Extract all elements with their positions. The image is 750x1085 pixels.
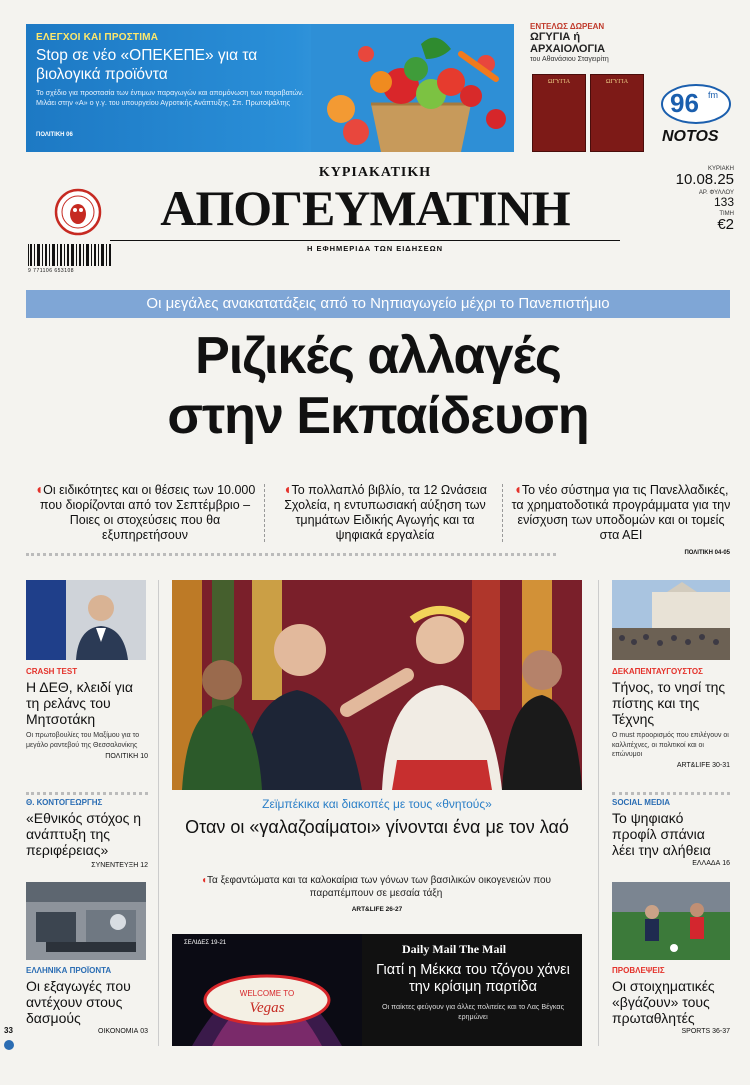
right-story-2[interactable] bbox=[612, 798, 730, 867]
tinos-photo[interactable] bbox=[612, 580, 730, 660]
radio-frequency: 96 bbox=[670, 88, 699, 118]
left-story-kicker: CRASH TEST bbox=[26, 667, 78, 676]
right-story-title: Τήνος, το νησί της πίστης και της Τέχνης bbox=[612, 679, 726, 727]
right-story-section: ART&LIFE bbox=[676, 761, 711, 769]
masthead-tagline: Η ΕΦΗΜΕΡΙΔΑ ΤΩΝ ΕΙΔΗΣΕΩΝ bbox=[306, 244, 444, 253]
dailymail-logo: Daily Mail The Mail bbox=[402, 942, 507, 956]
lead-kicker: Οι μεγάλες ανακατατάξεις από το Νηπιαγωγείο μέχρι το Πανεπιστήμιο bbox=[26, 290, 730, 318]
center-story-title[interactable]: Οταν οι «γαλαζοαίματοι» γίνονται ένα με τον λαό bbox=[185, 817, 569, 837]
lead-bullet[interactable] bbox=[510, 482, 732, 543]
left-story-title: «Εθνικός στόχος η ανάπτυξη της περιφέρειας» bbox=[26, 810, 142, 858]
dailymail-pages: ΣΕΛΙΔΕΣ 19-21 bbox=[184, 940, 227, 946]
page-dot-icon bbox=[4, 1040, 14, 1050]
owl-seal-icon bbox=[54, 188, 102, 236]
left-story-1[interactable] bbox=[26, 667, 148, 760]
bullet-icon: ◖ bbox=[283, 481, 292, 497]
bullet-icon: ◖ bbox=[200, 875, 207, 886]
right-story-page: 16 bbox=[722, 860, 730, 867]
royals-dancing-photo[interactable] bbox=[172, 580, 582, 790]
masthead-rule bbox=[110, 240, 620, 241]
column-divider bbox=[598, 580, 599, 1046]
lead-bullet-text: Το νέο σύστημα για τις Πανελλαδικές, τα χρηματοδοτικά προγράμματα για την ενίσχυση των υποδομών και οι τομείς στα ΑΕΙ bbox=[511, 483, 731, 542]
dailymail-body: Οι παίκτες φεύγουν για άλλες πολιτείες και το Λας Βέγκας ερημώνει bbox=[381, 1002, 565, 1021]
promo-kicker: ΕΛΕΓΧΟΙ ΚΑΙ ΠΡΟΣΤΙΜΑ bbox=[36, 32, 159, 43]
lead-headline[interactable] bbox=[26, 326, 730, 446]
barcode-number: 9 771106 653108 bbox=[28, 268, 75, 274]
left-story-2[interactable] bbox=[26, 798, 148, 869]
center-story-body-text: Τα ξεφαντώματα και τα καλοκαίρια των γόνων των βασιλικών οικογενειών που παραπέμπουν σε μεσαία τάξη bbox=[207, 875, 552, 899]
right-story-kicker: ΠΡΟΒΛΕΨΕΙΣ bbox=[612, 966, 665, 975]
dailymail-title: Γιατί η Μέκκα του τζόγου χάνει την κρίσιμη παρτίδα bbox=[376, 962, 570, 995]
right-story-kicker: ΔΕΚΑΠΕΝΤΑΥΓΟΥΣΤΟΣ bbox=[612, 667, 703, 676]
left-story-title: Η ΔΕΘ, κλειδί για τη ρελάνς του Μητσοτάκη bbox=[26, 679, 133, 727]
right-story-page: 30-31 bbox=[712, 761, 730, 769]
book-cover-1 bbox=[532, 74, 586, 152]
book-cover-title: ΩΓΥΓΙΑ bbox=[605, 79, 629, 85]
right-story-title: Το ψηφιακό προφίλ σπάνια λέει την αλήθεια bbox=[612, 810, 711, 858]
radio-unit: fm bbox=[708, 90, 718, 100]
page-number: 33 bbox=[4, 1026, 13, 1035]
left-story-3[interactable] bbox=[26, 966, 148, 1035]
lead-bullet[interactable] bbox=[34, 482, 256, 543]
right-story-3[interactable] bbox=[612, 966, 730, 1035]
bullet-icon: ◖ bbox=[513, 481, 522, 497]
book-cover-title: ΩΓΥΓΙΑ bbox=[547, 79, 571, 85]
lead-bullet-text: Οι ειδικότητες και οι θέσεις των 10.000 που διορίζονται από τον Σεπτέμβριο – Ποιες οι στοχεύσεις που θα εξυπηρετήσουν bbox=[39, 483, 256, 542]
right-story-title: Οι στοιχηματικές «βγάζουν» τους πρωταθλητές bbox=[612, 978, 715, 1026]
left-story-kicker: ΕΛΛΗΝΙΚΑ ΠΡΟΪΟΝΤΑ bbox=[26, 966, 112, 975]
promo-section: ΠΟΛΙΤΙΚΗ 06 bbox=[36, 132, 73, 138]
issue-meta bbox=[660, 166, 734, 233]
right-story-1[interactable] bbox=[612, 667, 730, 769]
mitsotakis-photo[interactable] bbox=[26, 580, 146, 660]
right-story-page: 36-37 bbox=[712, 1028, 730, 1035]
price: €2 bbox=[717, 216, 734, 233]
left-story-section: ΣΥΝΕΝΤΕΥΞΗ bbox=[91, 862, 139, 869]
vegetables-image bbox=[311, 24, 514, 152]
column-divider bbox=[264, 484, 265, 542]
book-cover-2 bbox=[590, 74, 644, 152]
left-story-section: ΠΟΛΙΤΙΚΗ bbox=[105, 753, 139, 760]
issue-date: 10.08.25 bbox=[675, 171, 734, 188]
masthead-title[interactable]: ΑΠΟΓΕΥΜΑΤΙΝΗ bbox=[160, 180, 570, 236]
right-story-section: ΕΛΛΑΔΑ bbox=[692, 860, 721, 867]
promo-body: Το σχέδιο για προστασία των έντιμων παραγωγών και απομόνωση των παραβατών. Μιλάει στην «Α» ο γ.γ. του υπουργείου Αγροτικής Ανάπτυξης, Σπ. Πρωτοψάλτης bbox=[36, 88, 304, 107]
promo-banner[interactable] bbox=[26, 24, 514, 152]
book-promo[interactable] bbox=[530, 22, 650, 152]
day-label: ΚΥΡΙΑΚΗ bbox=[707, 166, 734, 172]
center-story-body bbox=[176, 874, 576, 900]
issue-number: 133 bbox=[713, 195, 734, 209]
lead-headline-line1: Ριζικές αλλαγές bbox=[195, 327, 561, 385]
left-story-body: Οι πρωτοβουλίες του Μαξίμου για το μεγάλο ραντεβού της Θεσσαλονίκης bbox=[26, 732, 140, 749]
book-subtitle: του Αθανάσιου Σταγειρίτη bbox=[530, 56, 609, 63]
lead-bullet-text: Το πολλαπλό βιβλίο, τα 12 Ωνάσεια Σχολεία, η εντυπωσιακή αύξηση των τμημάτων Ειδικής Αγωγής και τα ψηφιακά εργαλεία bbox=[284, 483, 487, 542]
football-photo[interactable] bbox=[612, 882, 730, 960]
left-story-kicker: Θ. ΚΟΝΤΟΓΕΩΡΓΗΣ bbox=[26, 798, 103, 807]
center-story-section: ART&LIFE 26-27 bbox=[351, 906, 403, 913]
left-story-title: Οι εξαγωγές που αντέχουν στους δασμούς bbox=[26, 978, 131, 1026]
book-kicker: ΕΝΤΕΛΩΣ ΔΩΡΕΑΝ bbox=[530, 22, 605, 31]
left-story-page: 10 bbox=[140, 753, 148, 760]
lead-section: ΠΟΛΙΤΙΚΗ 04-05 bbox=[684, 550, 730, 556]
masthead-kicker: ΚΥΡΙΑΚΑΤΙΚΗ bbox=[318, 165, 432, 180]
dotted-rule bbox=[26, 553, 556, 557]
column-divider bbox=[158, 580, 159, 1046]
issue-label: ΑΡ. ΦΥΛΛΟΥ bbox=[698, 190, 734, 196]
dailymail-box[interactable] bbox=[172, 934, 582, 1046]
factory-photo[interactable] bbox=[26, 882, 146, 960]
svg-text:WELCOME TO: WELCOME TO bbox=[239, 989, 295, 998]
left-story-section: ΟΙΚΟΝΟΜΙΑ bbox=[98, 1028, 139, 1035]
price-label: ΤΙΜΗ bbox=[719, 211, 734, 217]
book-title[interactable]: ΩΓΥΓΙΑ ή ΑΡΧΑΙΟΛΟΓΙΑ bbox=[530, 31, 606, 55]
svg-text:Vegas: Vegas bbox=[249, 1000, 285, 1016]
right-story-section: SPORTS bbox=[681, 1028, 711, 1035]
bullet-icon: ◖ bbox=[34, 481, 44, 497]
left-story-page: 03 bbox=[140, 1028, 148, 1035]
promo-title[interactable]: Stop σε νέο «ΟΠΕΚΕΠΕ» για τα βιολογικά προϊόντα bbox=[36, 47, 258, 83]
center-story-kicker: Ζεϊμπέκικα και διακοπές με τους «θνητούς» bbox=[262, 797, 492, 811]
column-divider bbox=[502, 484, 503, 542]
right-story-body: Ο must προορισμός που επιλέγουν οι καλλιτέχνες, οι πολιτικοί και οι επώνυμοι bbox=[612, 732, 729, 758]
right-story-kicker: SOCIAL MEDIA bbox=[612, 798, 671, 807]
radio-logo[interactable] bbox=[660, 84, 732, 152]
left-story-page: 12 bbox=[140, 862, 148, 869]
lead-bullet[interactable] bbox=[274, 482, 496, 543]
lead-headline-line2: στην Εκπαίδευση bbox=[167, 387, 589, 445]
dotted-rule bbox=[26, 792, 148, 796]
radio-name: NOTOS bbox=[662, 128, 719, 145]
vegas-sign-image bbox=[172, 934, 362, 1046]
barcode-icon bbox=[26, 244, 112, 270]
dotted-rule bbox=[612, 792, 730, 796]
